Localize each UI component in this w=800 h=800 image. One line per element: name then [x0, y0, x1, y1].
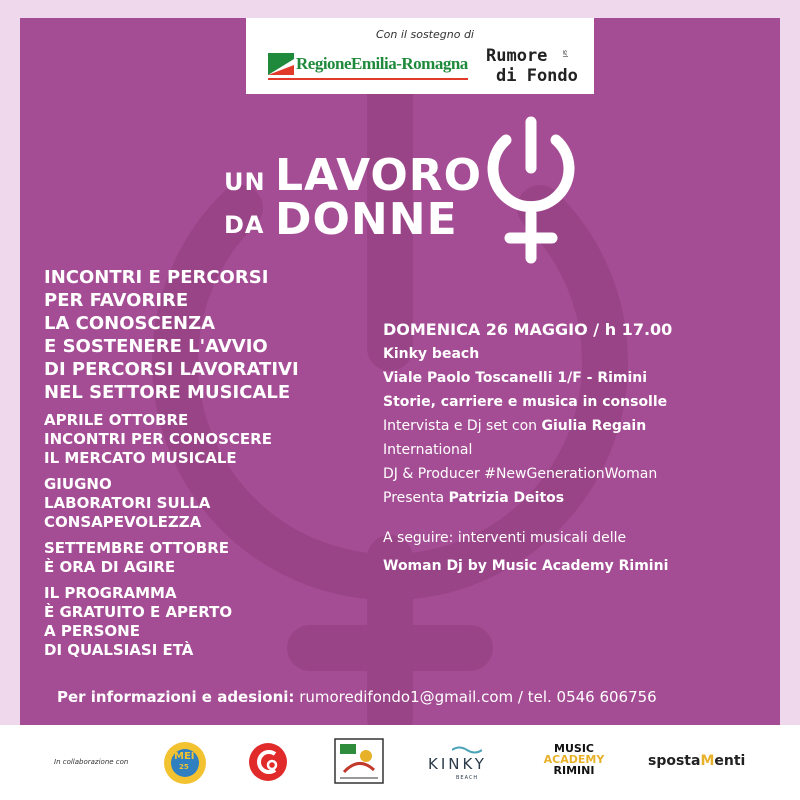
headline-line: PER FAVORIRE	[44, 290, 189, 311]
headline-line: INCONTRI E PERCORSI	[44, 267, 269, 288]
kinky-wave-icon	[452, 745, 482, 755]
presenta-prefix: Presenta	[383, 490, 449, 506]
section-line: È GRATUITO E APERTO	[44, 603, 233, 621]
headline-line: NEL SETTORE MUSICALE	[44, 382, 291, 403]
spostamenti-logo	[648, 753, 748, 775]
info-phone: / tel. 0546 606756	[517, 688, 657, 706]
logo-word-lavoro: LAVORO	[275, 150, 483, 201]
event-address: Viale Paolo Toscanelli 1/F - Rimini	[383, 370, 648, 386]
rumore-logo-srl: srl	[561, 50, 568, 58]
la-fabbrica-emblem-icon	[334, 738, 384, 784]
logo-word-da: DA	[224, 211, 265, 239]
female-power-symbol-icon	[476, 116, 586, 266]
music-line: MUSIC	[554, 742, 594, 755]
section-line: A PERSONE	[44, 622, 140, 640]
event-dj-producer: DJ & Producer #NewGenerationWoman	[383, 466, 658, 482]
music-academy-text	[534, 743, 614, 776]
regione-flag-icon	[268, 53, 294, 75]
event-international: International	[383, 442, 473, 458]
logo-word-donne: DONNE	[275, 194, 458, 245]
section-line: GIUGNO	[44, 475, 112, 493]
headline-line: E SOSTENERE L'AVVIO	[44, 336, 268, 357]
event-presenta	[383, 486, 773, 510]
headline-line: DI PERCORSI LAVORATIVI	[44, 359, 299, 380]
regione-emilia-romagna-logo	[268, 50, 468, 78]
frame-right	[780, 0, 800, 725]
ca-circle-icon	[248, 742, 288, 782]
spost-pre: sposta	[648, 753, 701, 769]
spostamenti-text	[648, 753, 745, 769]
rumore-logo-line2: di Fondo	[496, 66, 578, 86]
event-follow: A seguire: interventi musicali delle	[383, 530, 627, 546]
section-settembre-ottobre	[44, 539, 384, 577]
sponsor-caption: Con il sostegno di	[376, 28, 474, 41]
music-line: RIMINI	[553, 764, 595, 777]
mei-text: MEI	[174, 751, 195, 762]
program-headline	[44, 266, 384, 404]
sponsor-box	[246, 18, 594, 94]
event-venue: Kinky beach	[383, 346, 480, 362]
section-giugno	[44, 475, 384, 532]
regione-logo-text: RegioneEmilia-Romagna	[296, 54, 468, 73]
rumore-di-fondo-logo	[482, 46, 586, 88]
mei-sub: 25	[179, 763, 189, 771]
kinky-sub: BEACH	[456, 775, 479, 781]
regione-logo-underline	[268, 78, 468, 80]
section-line: CONSAPEVOLEZZA	[44, 513, 202, 531]
section-line: INCONTRI PER CONOSCERE	[44, 430, 272, 448]
rumore-logo-line1: Rumore	[486, 46, 548, 66]
frame-top	[0, 0, 800, 18]
section-line: IL MERCATO MUSICALE	[44, 449, 237, 467]
program-column	[44, 266, 384, 660]
partners-footer	[0, 725, 800, 800]
spost-post: enti	[714, 753, 746, 769]
kinky-beach-logo	[428, 745, 508, 781]
music-academy-logo	[534, 743, 614, 783]
music-line: ACADEMY	[543, 753, 605, 766]
section-line: È ORA DI AGIRE	[44, 558, 176, 576]
event-subtitle: Storie, carriere e musica in consolle	[383, 394, 668, 410]
logo-word-un: UN	[224, 168, 266, 196]
section-line: SETTEMBRE OTTOBRE	[44, 539, 230, 557]
interview-name: Giulia Regain	[541, 418, 647, 434]
event-column	[383, 318, 773, 578]
poster-main	[20, 18, 780, 725]
interview-prefix: Intervista e Dj set con	[383, 418, 542, 434]
event-date: DOMENICA 26 MAGGIO / h 17.00	[383, 320, 673, 339]
section-aprile-ottobre	[44, 411, 384, 468]
la-fabbrica-logo	[334, 738, 384, 784]
info-label: Per informazioni e adesioni:	[57, 688, 295, 706]
frame-left	[0, 0, 20, 725]
collab-caption: In collaborazione con	[54, 758, 129, 766]
spacer	[383, 510, 773, 526]
contact-info	[57, 688, 657, 706]
spost-m: M	[700, 753, 715, 769]
presenta-name: Patrizia Deitos	[448, 490, 565, 506]
kinky-text: KINKY	[428, 755, 487, 773]
mei-logo	[162, 740, 208, 786]
headline-line: LA CONOSCENZA	[44, 313, 216, 334]
event-follow-bold: Woman Dj by Music Academy Rimini	[383, 558, 669, 574]
section-line: APRILE OTTOBRE	[44, 411, 189, 429]
ca-logo	[248, 742, 288, 782]
section-line: LABORATORI SULLA	[44, 494, 211, 512]
section-line: IL PROGRAMMA	[44, 584, 177, 602]
section-programma	[44, 584, 384, 660]
event-interview	[383, 414, 773, 438]
info-email[interactable]: rumoredifondo1@gmail.com	[299, 688, 514, 706]
section-line: DI QUALSIASI ETÀ	[44, 641, 194, 659]
